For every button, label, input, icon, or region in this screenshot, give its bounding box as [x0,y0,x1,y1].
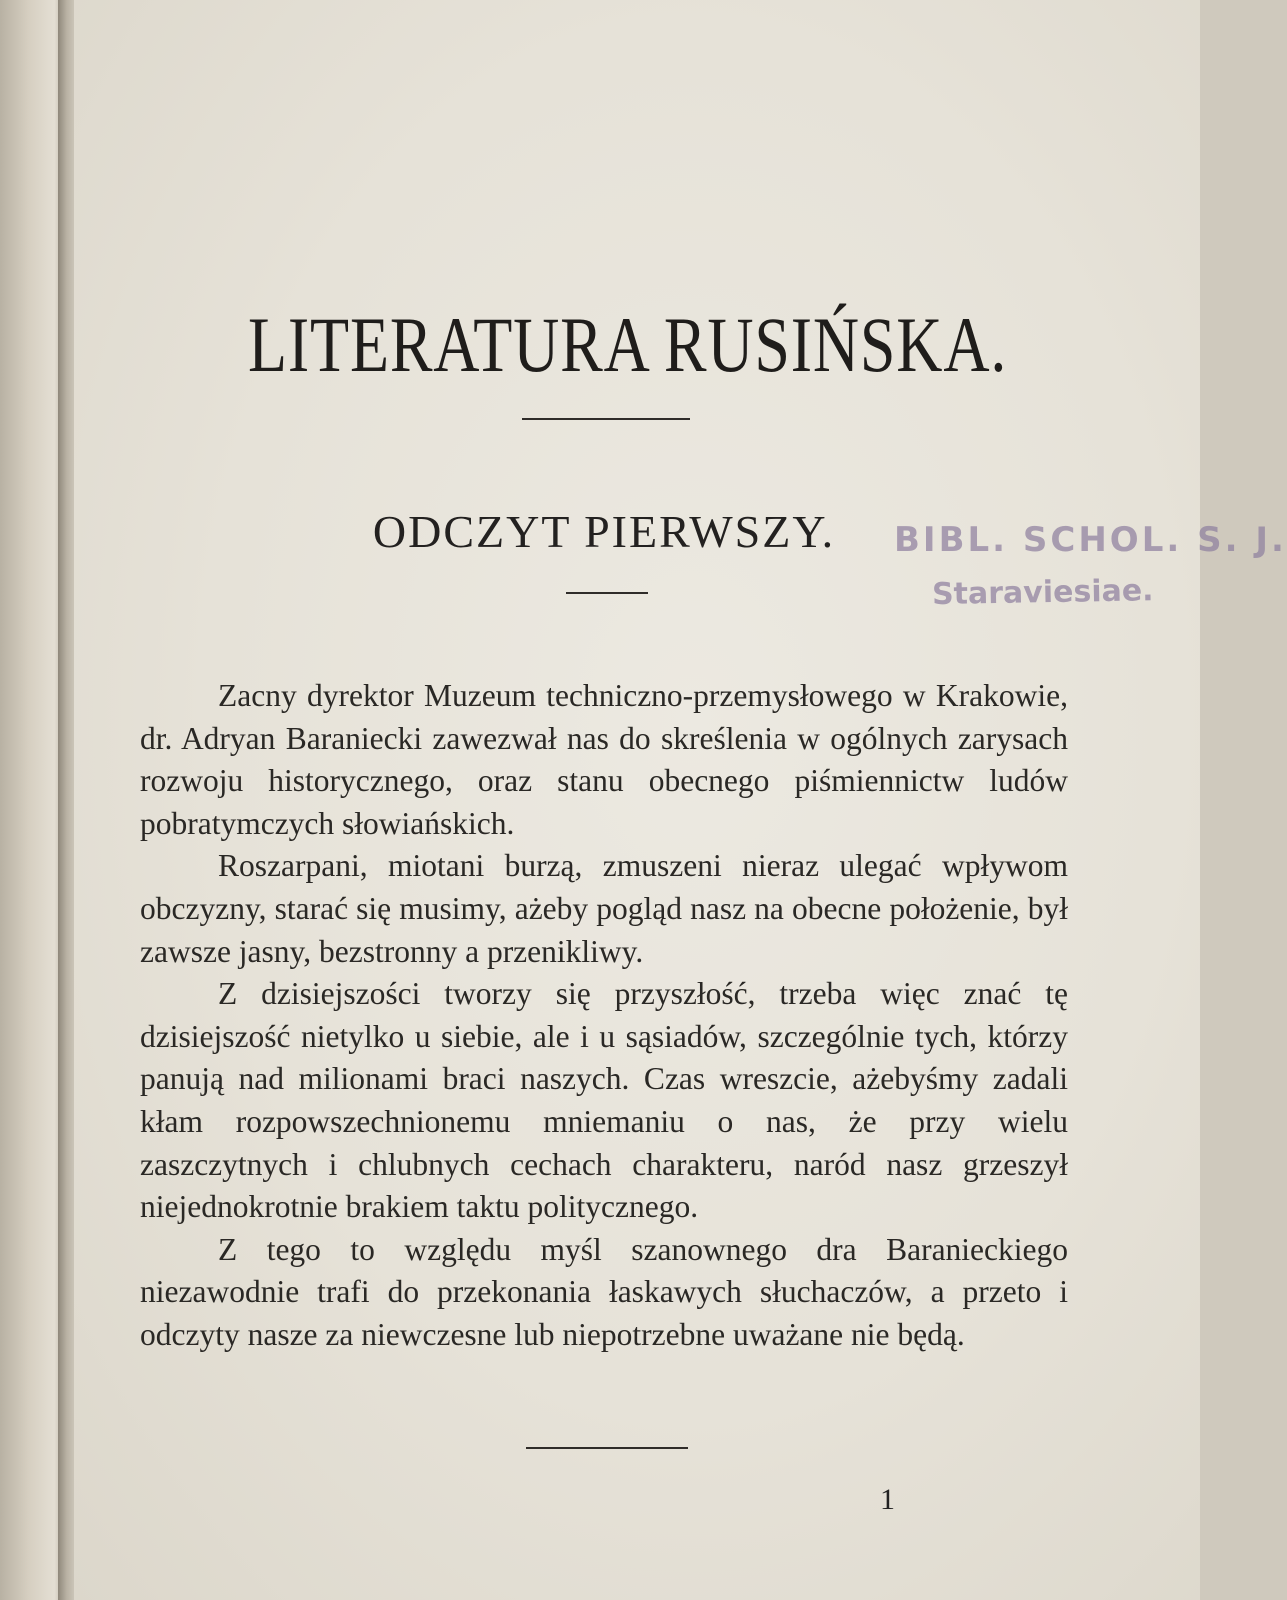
stamp-line-1: BIBL. SCHOL. S. J. [894,520,1287,560]
stamp-line-2: Staraviesiae. [931,573,1154,613]
book-page [74,0,1287,1600]
body-text [140,675,1068,1357]
paragraph-4: Z tego to względu myśl szanownego dra Baranieckiego niezawodnie trafi do przekonania łaskawych słuchaczów, a przeto i odczyty nasze za niewczesne lub niepotrzebne uważane nie będą. [140,1231,1068,1352]
previous-page-edge [0,0,64,1600]
heading-divider [566,592,648,594]
title-divider [522,418,690,420]
page-number: 1 [880,1483,895,1516]
paragraph-3: Z dzisiejszości tworzy się przyszłość, trzeba więc znać tę dzisiejszość nietylko u siebie, ale i u sąsiadów, szczególnie tych, którzy panują nad milionami braci naszych. Czas wreszcie, ażebyśmy zadali kłam rozpowszechnionemu mniemaniu o nas, że przy wielu zaszczytnych i chlubnych cechach charakteru, naród nasz grzeszył niejednokrotnie brakiem taktu politycznego. [140,976,1068,1225]
page-title: LITERATURA RUSIŃSKA. [248,301,1008,388]
library-stamp [894,520,1287,613]
paragraph-2: Roszarpani, miotani burzą, zmuszeni nieraz ulegać wpływom obczyzny, starać się musimy, ażeby pogląd nasz na obecne położenie, był zawsze jasny, bezstronny a przenikliwy. [140,848,1068,969]
section-heading: ODCZYT PIERWSZY. [372,506,836,557]
paragraph-1: Zacny dyrektor Muzeum techniczno-przemysłowego w Krakowie, dr. Adryan Baraniecki zawezwał nas do skreślenia w ogólnych zarysach rozwoju historycznego, oraz stanu obecnego piśmiennictw ludów pobratymczych słowiańskich. [140,678,1068,841]
closing-divider [526,1447,688,1449]
